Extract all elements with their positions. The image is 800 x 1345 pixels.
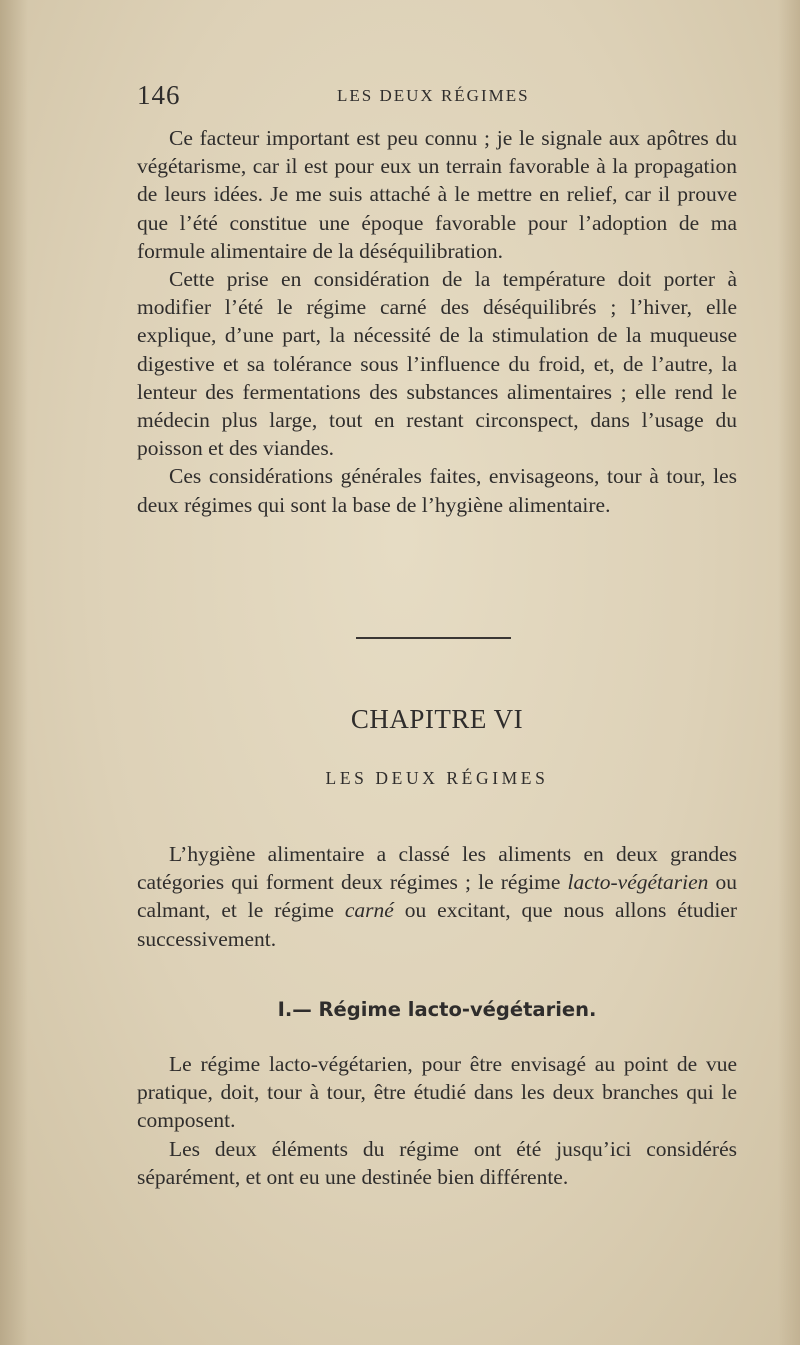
text-run: ou calmant, et le régime [137, 870, 738, 923]
paragraph: Ces considérations générales faites, envisageons, tour à tour, les deux régimes qui sont la base de l’hygiène alimentaire. [137, 464, 737, 517]
paragraph: Les deux éléments du régime ont été jusqu’ici considérés séparément, et ont eu une destinée bien différente. [137, 1136, 737, 1189]
italic-term-lacto-vegetarien: lacto-végétarien [567, 870, 709, 895]
paragraph: Le régime lacto-végétarien, pour être envisagé au point de vue pratique, doit, tour à tour, être étudié dans les deux branches qui le composent. [137, 1052, 737, 1133]
text-run: L’hygiène alimentaire a classé les aliments en deux grandes catégories qui forment deux régimes ; le régime [137, 842, 737, 895]
paragraph: Ce facteur important est peu connu ; je le signale aux apôtres du végétarisme, car il est pour eux un terrain favorable à la propagation de leurs idées. Je me suis attaché à le mettre en relief, car il prouve que l’été constitue une époque favorable pour l’adoption de ma formule alimentaire de la déséquilibration. [137, 126, 737, 263]
paragraph [137, 840, 737, 953]
text-block-section [137, 1050, 737, 1191]
page-edge-shadow-right [778, 0, 800, 1345]
italic-term-carne: carné [344, 898, 394, 923]
section-divider-rule [356, 637, 511, 639]
running-head: LES DEUX RÉGIMES [337, 86, 530, 105]
page-header [137, 80, 737, 114]
page-edge-shadow-left [0, 0, 28, 1345]
paragraph: Cette prise en considération de la température doit porter à modifier l’été le régime carné des déséquilibrés ; l’hiver, elle explique, d’une part, la nécessité de la stimulation de la muqueuse digestive et sa tolérance sous l’influence du froid, et, de l’autre, la lenteur des fermentations des substances alimentaires ; elle rend le médecin plus large, tout en restant circonspect, dans l’usage du poisson et des viandes. [137, 267, 737, 461]
text-block-chapter-intro [137, 840, 737, 953]
chapter-title: CHAPITRE VI [350, 704, 524, 734]
page-number: 146 [137, 80, 181, 110]
chapter-subtitle: LES DEUX RÉGIMES [325, 768, 549, 788]
section-heading: I.— Régime lacto-végétarien. [277, 998, 597, 1021]
text-run: ou excitant, que nous allons étudier successivement. [137, 898, 737, 951]
text-block-top [137, 124, 737, 519]
